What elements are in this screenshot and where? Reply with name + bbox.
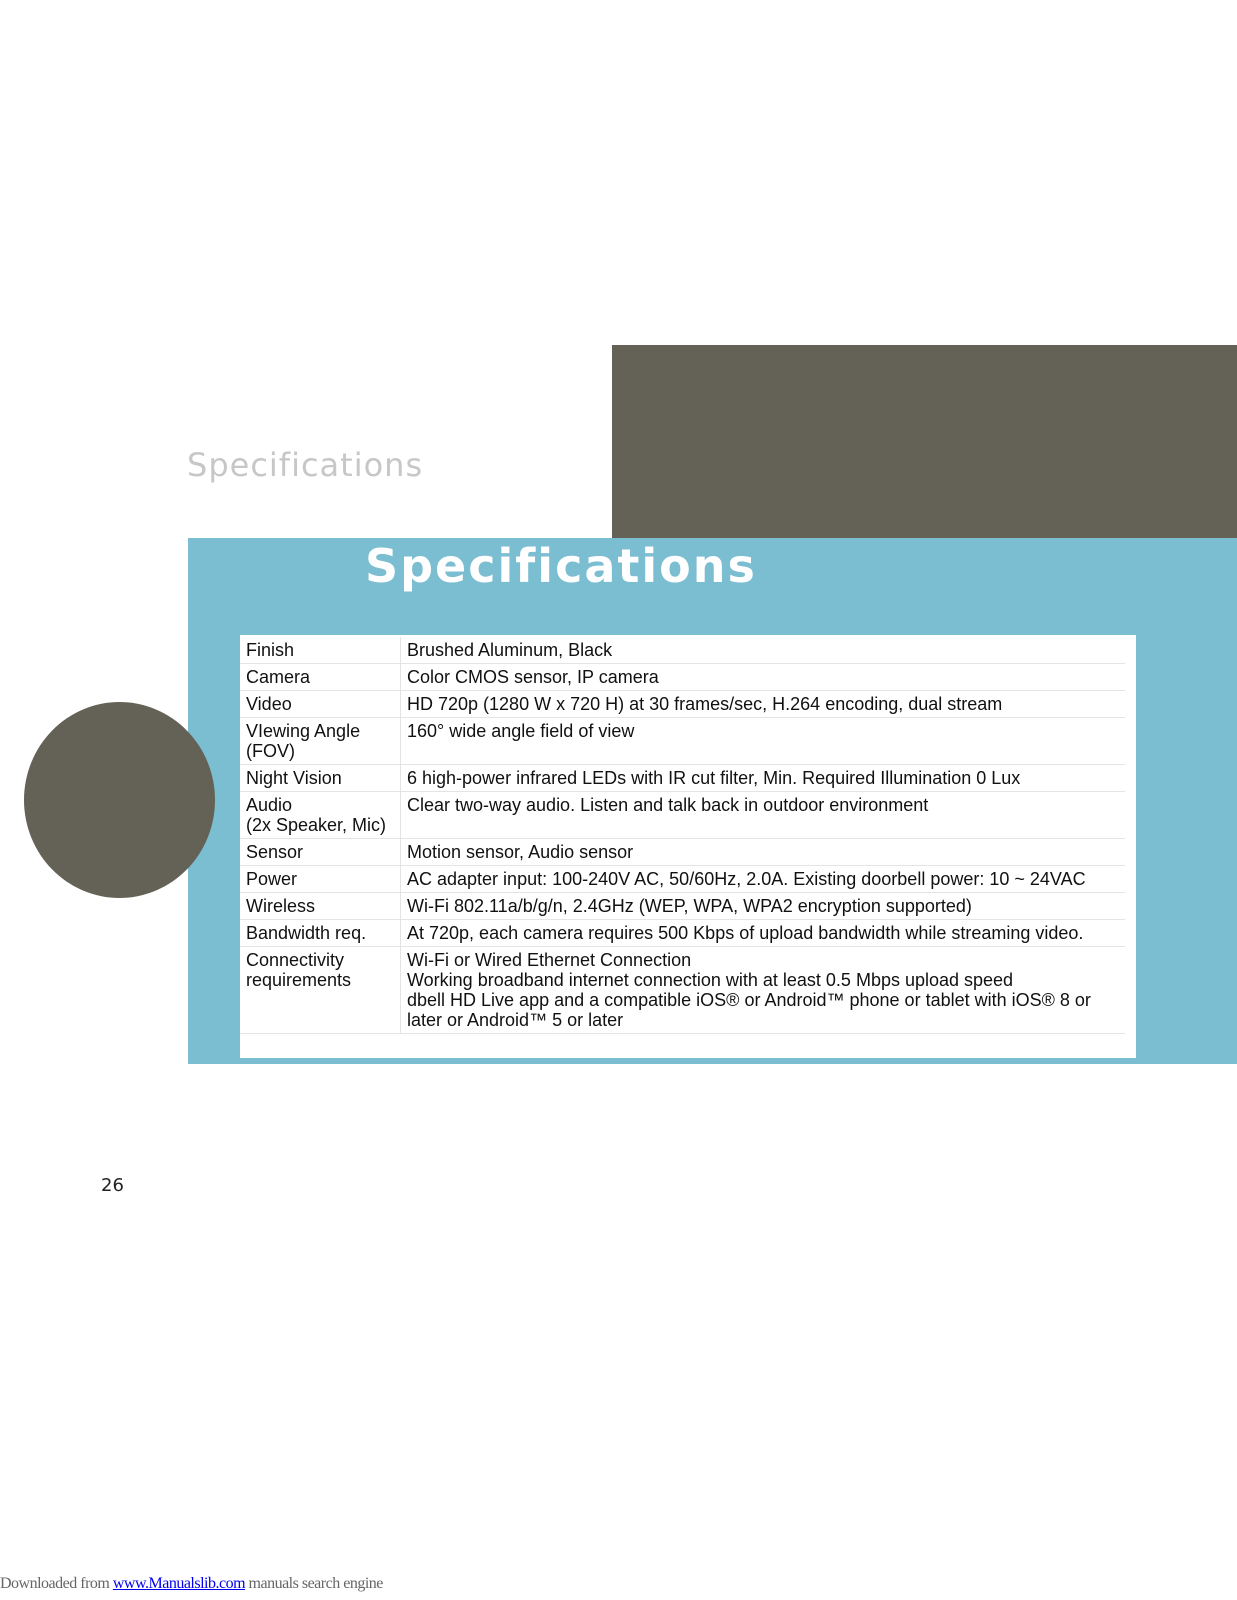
spec-row [240,866,1125,893]
spec-value: Motion sensor, Audio sensor [401,839,1126,866]
spec-row [240,691,1125,718]
spec-row [240,765,1125,792]
spec-row [240,893,1125,920]
spec-value: 160° wide angle field of view [401,718,1126,765]
spec-label: Camera [240,664,401,691]
spec-row [240,920,1125,947]
spec-value: Clear two-way audio. Listen and talk back in outdoor environment [401,792,1126,839]
page-number: 26 [101,1175,124,1196]
spec-value: Wi-Fi 802.11a/b/g/n, 2.4GHz (WEP, WPA, WPA2 encryption supported) [401,893,1126,920]
footer-prefix: Downloaded from [0,1575,113,1592]
section-heading: Specifications [187,446,424,484]
footer-attribution [0,1575,383,1593]
spec-label: Audio (2x Speaker, Mic) [240,792,401,839]
spec-value: 6 high-power infrared LEDs with IR cut filter, Min. Required Illumination 0 Lux [401,765,1126,792]
spec-label: Wireless [240,893,401,920]
spec-value: Color CMOS sensor, IP camera [401,664,1126,691]
dark-header-block [612,345,1237,540]
spec-row [240,637,1125,664]
panel-title: Specifications [365,539,757,593]
spec-row [240,792,1125,839]
spec-card [240,635,1136,1058]
decorative-circle [24,702,215,898]
spec-label: VIewing Angle (FOV) [240,718,401,765]
spec-row [240,839,1125,866]
spec-value: At 720p, each camera requires 500 Kbps of upload bandwidth while streaming video. [401,920,1126,947]
spec-row [240,947,1125,1034]
spec-value: AC adapter input: 100-240V AC, 50/60Hz, 2.0A. Existing doorbell power: 10 ~ 24VAC [401,866,1126,893]
spec-value: Wi-Fi or Wired Ethernet Connection Working broadband internet connection with at least 0.5 Mbps upload speed dbell HD Live app and a compatible iOS® or Android™ phone or tablet with iOS® 8 or later or Android™ 5 or later [401,947,1126,1034]
spec-value: HD 720p (1280 W x 720 H) at 30 frames/sec, H.264 encoding, dual stream [401,691,1126,718]
spec-row [240,718,1125,765]
spec-value: Brushed Aluminum, Black [401,637,1126,664]
spec-label: Bandwidth req. [240,920,401,947]
spec-label: Video [240,691,401,718]
spec-label: Finish [240,637,401,664]
spec-label: Connectivity requirements [240,947,401,1034]
spec-label: Sensor [240,839,401,866]
manualslib-link[interactable]: www.Manualslib.com [112,1575,246,1592]
spec-label: Night Vision [240,765,401,792]
spec-label: Power [240,866,401,893]
spec-row [240,664,1125,691]
spec-table [240,637,1125,1034]
footer-suffix: manuals search engine [245,1575,383,1592]
